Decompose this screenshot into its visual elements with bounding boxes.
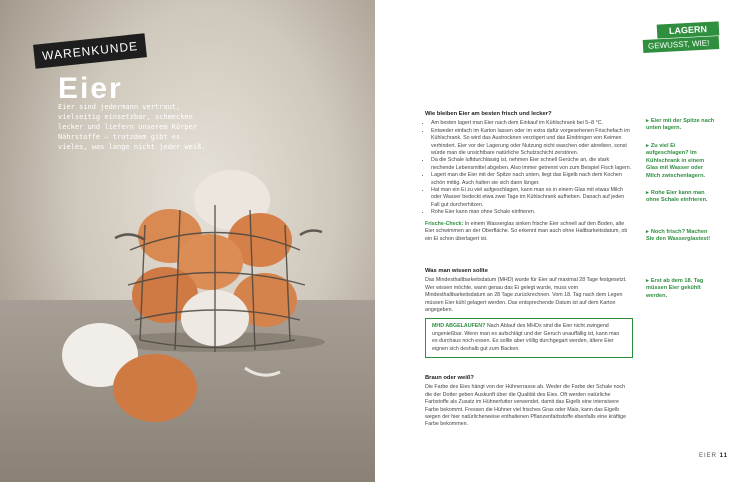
page-number: 11 [719, 453, 728, 459]
side-note: ▸ Erst ab dem 18. Tag müssen Eier gekühlt werden. [646, 278, 704, 299]
list-item: • Am besten lagert man Eier nach dem Einkauf im Kühlschrank bei 5–8 °C. [431, 120, 633, 127]
section-heading: Braun oder weiß? [425, 375, 474, 381]
text-page [375, 0, 750, 482]
mhd-info-box [425, 318, 633, 358]
list-item: • Entweder einfach im Karton lassen oder im extra dafür vorgesehenen Frischefach im Kühlschrank. So wird das Austrocknen verzögert und das Eindringen von Keimen verhindert. Eier vor der Lagerung oder Nutzung nicht waschen oder abreiben, sonst würde man die unsichtbare natürliche Schutzschicht zerstören. [431, 128, 633, 158]
side-note: ▸ Eier mit der Spitze nach unten lagern. [646, 118, 715, 132]
side-note: ▸ Zu viel Ei aufgeschlagen? Im Kühlschrank in einem Glas mit Wasser oder Milch zwischenlagern. [646, 143, 706, 179]
tip-list [425, 120, 633, 216]
badge-title: LAGERN [657, 21, 720, 38]
section-heading: Was man wissen sollte [425, 268, 488, 274]
badge-subtitle: GEWUSST, WIE! [643, 36, 720, 53]
list-item: • Lagert man die Eier mit der Spitze nach unten, liegt das Eigelb nach dem Kochen schön mittig. Auch halten sie sich dann länger. [431, 172, 633, 187]
section-knowledge [425, 268, 633, 358]
list-item: • Da die Schale luftdurchlässig ist, nehmen Eier schnell Gerüche an, die stark riechende Lebensmittel abgeben. Also immer getrennt von zum Beispiel Fisch lagern. [431, 157, 633, 172]
topic-badge [643, 23, 719, 51]
section-text: Die Farbe des Eies hängt von der Hühnerrasse ab. Weder die Farbe der Schale noch die der Dotter geben Auskunft über die Qualität des Eies. Oft werden natürliche Farbstoffe als Zusatz im Hühnerfutter verwendet, damit das Eigelb eine intensivere Farbe bekommt. Fressen die Hühner viel frisches Gras oder Mais, kann das Eigelb wegen der hier natürlicherweise enthaltenen Pflanzenfarbstoffe ebenfalls eine kräftige Farbe bekommen. [425, 384, 627, 428]
section-storage [425, 111, 633, 247]
arrow-icon: ▸ [646, 143, 649, 149]
arrow-icon: ▸ [646, 118, 649, 124]
intro-text: Eier sind jedermann vertraut, vielseitig einsetzbar, schmecken lecker und liefern unserem Körper Nährstoffe – trotzdem gibt es vieles, was lange nicht jeder weiß. [58, 103, 206, 151]
arrow-icon: ▸ [646, 229, 649, 235]
page-title: Eier [58, 72, 123, 105]
list-item: • Rohe Eier kann man ohne Schale einfrieren. [431, 209, 633, 216]
footer-section: EIER [698, 453, 717, 459]
section-text: Das Mindesthaltbarkeitsdatum (MHD) wurde für Eier auf maximal 28 Tage festgesetzt. Wer wissen möchte, wann genau das Ei gelegt wurde, muss vom Mindesthaltbarkeitsdatum an 28 Tage zurückrechnen. Vom 18. Tag nach dem Legen müssen Eier kühl gelagert werden. Das entsprechende Datum ist auf dem Karton angegeben. [425, 277, 627, 314]
box-text: Nach Ablauf des MHDs sind die Eier nicht zwingend ungenießbar. Wenn man es aufschlägt und der Geruch unauffällig ist, kann man es durchaus noch essen. Es sollte aber völlig durchgegart werden, ältere Eier eignen sich deshalb gut zum Backen. [432, 323, 620, 352]
section-color [425, 375, 633, 433]
section-tag: WARENKUNDE [33, 33, 147, 69]
list-item: • Hat man ein Ei zu viel aufgeschlagen, kann man es in einem Glas mit etwas Milch oder Wasser bedeckt etwa zwei Tage im Kühlschrank aufheben. Danach auf jeden Fall gut durcherhitzen. [431, 187, 633, 209]
side-note: ▸ Rohe Eier kann man ohne Schale einfrieren. [646, 190, 708, 204]
check-text: In einem Wasserglas sinken frische Eier schnell auf den Boden, alte Eier schwimmen an der Oberfläche. So erkennt man auch ohne Haltbarkeitsdatum, ob ein Ei schon überlagert ist. [425, 220, 628, 242]
section-heading: Wie bleiben Eier am besten frisch und lecker? [425, 111, 552, 117]
box-label: MHD ABGELAUFEN? [432, 323, 486, 330]
freshness-check [425, 221, 633, 243]
page-footer [699, 453, 728, 459]
side-note: ▸ Noch frisch? Machen Sie den Wasserglastest! [646, 229, 711, 243]
arrow-icon: ▸ [646, 278, 649, 284]
check-label: Frische-Check: [425, 220, 464, 227]
arrow-icon: ▸ [646, 190, 649, 196]
